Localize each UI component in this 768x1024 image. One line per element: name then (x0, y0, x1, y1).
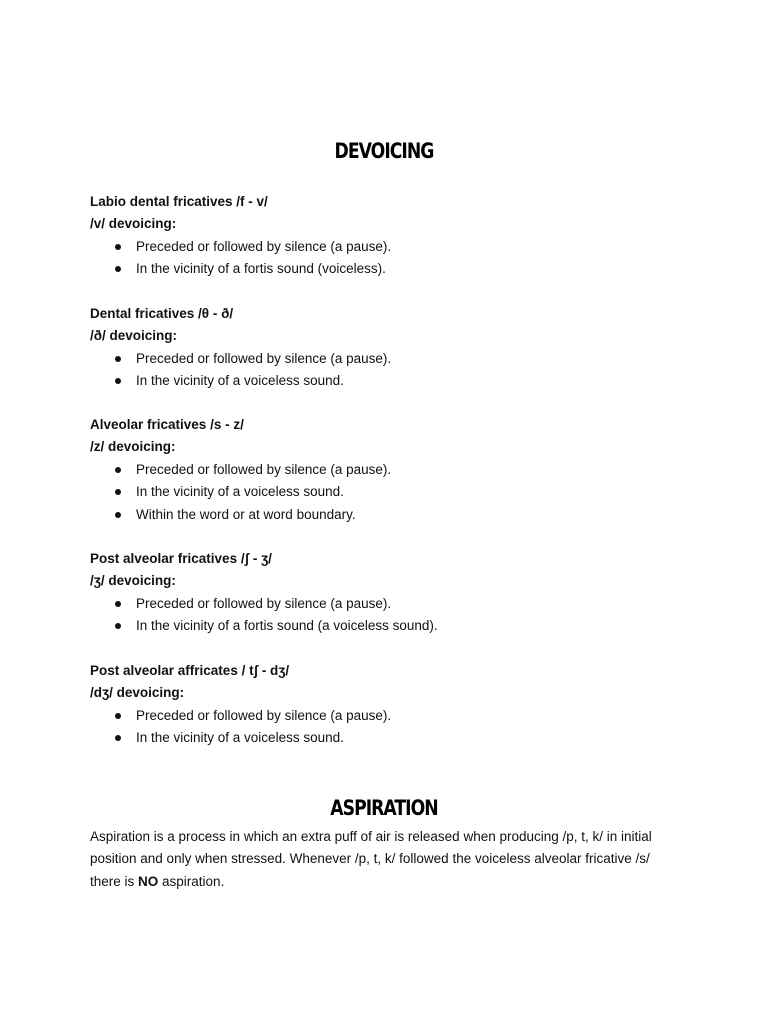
bullet-icon (115, 356, 121, 362)
devoicing-label: /ʒ/ devoicing: (90, 573, 176, 589)
section-title: Post alveolar affricates / tʃ - dʒ/ (90, 663, 290, 678)
paragraph-line: Aspiration is a process in which an extra puff of air is released when producing /p, t, k/ in initial (90, 829, 652, 844)
bullet-icon (115, 713, 121, 719)
section-title: Post alveolar fricatives /ʃ - ʒ/ (90, 551, 272, 566)
list-item (90, 348, 690, 370)
bullet-list (90, 705, 690, 750)
devoicing-label: /dʒ/ devoicing: (90, 685, 185, 701)
paragraph-text: there is (90, 873, 139, 889)
paragraph-line: position and only when stressed. Whenever /p, t, k/ followed the voiceless alveolar fricative /s/ (90, 851, 650, 867)
bullet-icon (115, 244, 121, 250)
aspiration-heading: ASPIRATION (330, 796, 438, 820)
section-title: Dental fricatives /θ - ð/ (90, 306, 234, 321)
list-item-text: In the vicinity of a voiceless sound. (136, 484, 344, 500)
section-title: Labio dental fricatives /f - v/ (90, 194, 268, 209)
list-item-text: Within the word or at word boundary. (136, 506, 356, 522)
bullet-list (90, 593, 690, 638)
devoicing-label: /ð/ devoicing: (90, 328, 178, 344)
list-item-text: Preceded or followed by silence (a pause). (136, 350, 392, 366)
devoicing-heading: DEVOICING (334, 139, 434, 163)
devoicing-label: /v/ devoicing: (90, 216, 177, 232)
bullet-list (90, 348, 690, 393)
devoicing-label: /z/ devoicing: (90, 439, 176, 455)
bullet-icon (115, 378, 121, 384)
list-item-text: Preceded or followed by silence (a pause). (136, 707, 392, 723)
list-item-text: In the vicinity of a fortis sound (voiceless). (136, 261, 386, 277)
section-post-alveolar-affricates (90, 660, 690, 750)
bullet-list (90, 459, 690, 526)
section-dental (90, 303, 690, 393)
bullet-icon (115, 467, 121, 473)
list-item (90, 236, 690, 258)
list-item (90, 504, 690, 526)
list-item-text: In the vicinity of a fortis sound (a voiceless sound). (136, 618, 438, 634)
paragraph-text: aspiration. (158, 873, 225, 889)
emphasis-text: NO (138, 873, 159, 889)
list-item (90, 459, 690, 481)
bullet-icon (115, 489, 121, 495)
section-alveolar (90, 414, 690, 526)
list-item-text: In the vicinity of a voiceless sound. (136, 730, 344, 746)
section-title: Alveolar fricatives /s - z/ (90, 417, 244, 432)
list-item-text: In the vicinity of a voiceless sound. (136, 373, 344, 389)
aspiration-paragraph (90, 826, 690, 893)
list-item (90, 615, 690, 637)
section-labio-dental (90, 191, 690, 281)
list-item-text: Preceded or followed by silence (a pause). (136, 595, 392, 611)
bullet-icon (115, 735, 121, 741)
list-item-text: Preceded or followed by silence (a pause). (136, 238, 392, 254)
list-item (90, 481, 690, 503)
list-item (90, 727, 690, 749)
bullet-list (90, 236, 690, 281)
list-item-text: Preceded or followed by silence (a pause). (136, 461, 392, 477)
list-item (90, 258, 690, 280)
list-item (90, 370, 690, 392)
bullet-icon (115, 601, 121, 607)
bullet-icon (115, 623, 121, 629)
bullet-icon (115, 266, 121, 272)
list-item (90, 705, 690, 727)
section-post-alveolar-fricatives (90, 548, 690, 638)
bullet-icon (115, 512, 121, 518)
paragraph-line (90, 871, 690, 893)
list-item (90, 593, 690, 615)
